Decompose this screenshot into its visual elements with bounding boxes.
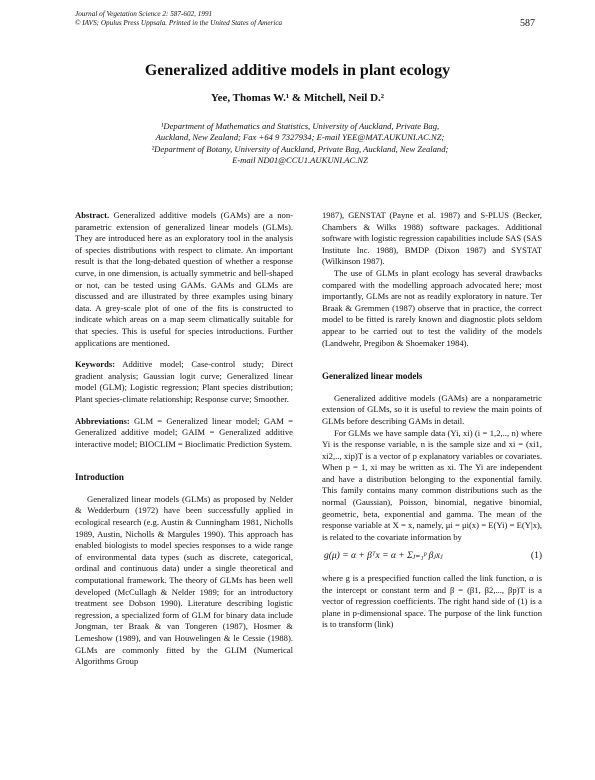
abstract-label: Abstract.	[75, 210, 110, 220]
paragraph-link-function: where g is a prespecified function called the link function, α is the intercept or constant term and β = (β1, β2,..., βp)T is a vector of regression coefficients. The right hand side of (1) is a plane in p-dimensional space. The purpose of the link function is to transform (link)	[322, 573, 542, 630]
affiliation-2-line-1: ²Department of Botany, University of Auckland, Private Bag, Auckland, New Zealand;	[151, 143, 449, 154]
paragraph-gam-intro: Generalized additive models (GAMs) are a nonparametric extension of GLMs, so it is useful to review the main points of GLMs before describing GAMs in detail.	[322, 392, 542, 426]
journal-copyright: © IAVS; Opulus Press Uppsala. Printed in the United States of America	[75, 19, 283, 27]
introduction-paragraph: Generalized linear models (GLMs) as proposed by Nelder & Wedderburn (1972) have been successfully applied in ecological research (e.g. Austin & Cunningham 1981, Nicholls 1989, Austin, Nicholls & Margules 1990). This approach has enabled biologists to model species responses to a wide range of environmental data types (such as discrete, categorical, ordinal and continuous data) under a single theoretical and computational framework. The theory of GLMs has been well developed (McCullagh & Nelder 1989; for an introductory treatment see Dobson 1990). Literature describing logistic regression, a specialized form of GLM for binary data include Jongman, ter Braak & van Tongeren (1987), Hosmer & Lemeshow (1989), and van Houwelingen & le Cessie (1988). GLMs are commonly fitted by the GLIM (Numerical Algorithms Group	[75, 493, 293, 667]
left-column	[75, 210, 293, 668]
abstract-text: Generalized additive models (GAMs) are a non-parametric extension of generalized linear models (GLMs). They are introduced here as an exploratory tool in the analysis of species distributions with respect to climate. An important result is that the long-debated question of whether a response curve, in one dimension, is actually symmetric and bell-shaped or not, can be tested using GAMs. GAMs and GLMs are discussed and are illustrated by three examples using binary data. A grey-scale plot of one of the fits is constructed to indicate which areas on a map seem climatically suitable for that species. This is useful for species introductions. Further applications are mentioned.	[75, 210, 293, 348]
page-number: 587	[520, 18, 535, 29]
keywords	[75, 359, 293, 405]
abbreviations	[75, 416, 293, 451]
keywords-label: Keywords:	[75, 359, 116, 370]
equation-body: g(μ) = α + βᵀx = α + Σⱼ₌₁ᵖ βⱼxⱼ	[324, 551, 443, 562]
affiliation-1-line-1: ¹Department of Mathematics and Statistics, University of Auckland, Private Bag,	[160, 121, 440, 131]
introduction-heading: Introduction	[75, 472, 124, 483]
paper-authors: Yee, Thomas W.¹ & Mitchell, Neil D.²	[210, 92, 385, 104]
journal-header	[75, 10, 282, 28]
equation-number: (1)	[530, 551, 542, 562]
abbreviations-text: GLM = Generalized linear model; GAM = Generalized additive model; GAIM = Generalized additive interactive model; BIOCLIM = Bioclimatic Prediction System.	[75, 415, 293, 449]
affiliation-1-line-2: Auckland, New Zealand; Fax +64 9 7327934; E-mail YEE@MAT.AUKUNI.AC.NZ;	[155, 132, 445, 143]
paragraph-continued: 1987), GENSTAT (Payne et al. 1987) and S-PLUS (Becker, Chambers & Wilks 1988) software packages. Additional software with logistic regression capabilities include SAS (SAS Institute Inc. 1988), BMDP (Dixon 1987) and SYSTAT (Wilkinson 1987).	[322, 210, 542, 267]
paragraph-sample-data: For GLMs we have sample data (Yi, xi) (i = 1,2,.., n) where Yi is the response variable, n is the sample size and xi = (xi1, xi2,.., xip)T is a vector of p explanatory variables or covariates. When p = 1, xi may be written as xi. The Yi are independent and have a distribution belonging to the exponential family. This family contains many common distributions such as the normal (Gaussian), Poisson, binomial, negative binomial, geometric, beta, exponential and gamma. The mean of the response variable at X = x, namely, μi = μi(x) = E(Yi) = E(Y|x), is related to the covariate information by	[322, 427, 542, 542]
glm-section-heading: Generalized linear models	[322, 371, 423, 382]
paragraph-glm-drawbacks: The use of GLMs in plant ecology has several drawbacks compared with the modelling approach advocated here; most importantly, GLMs are not as readily exploratory in nature. Ter Braak & Gremmen (1987) observe that in practice, the correct model to be fitted is rarely known and diagnostic plots seldom appear to be carried out to test the validity of the models (Landwehr, Pregibon & Shoemaker 1984).	[322, 267, 542, 348]
right-column	[322, 210, 542, 631]
affiliations	[100, 121, 500, 167]
paper-title: Generalized additive models in plant ecology	[144, 62, 451, 79]
equation-1	[322, 551, 542, 563]
journal-citation: Journal of Vegetation Science 2: 587-602, 1991	[75, 10, 213, 18]
affiliation-2-line-2: E-mail ND01@CCU1.AUKUNI.AC.NZ	[232, 155, 368, 166]
keywords-text: Additive model; Case-control study; Direct gradient analysis; Gaussian logit curve; Generalized linear model (GLM); Logistic regression; Plant species distribution; Plant species-climate relationship; Response curve; Smoother.	[75, 359, 293, 404]
abstract	[75, 210, 293, 349]
abbreviations-label: Abbreviations:	[75, 415, 130, 426]
